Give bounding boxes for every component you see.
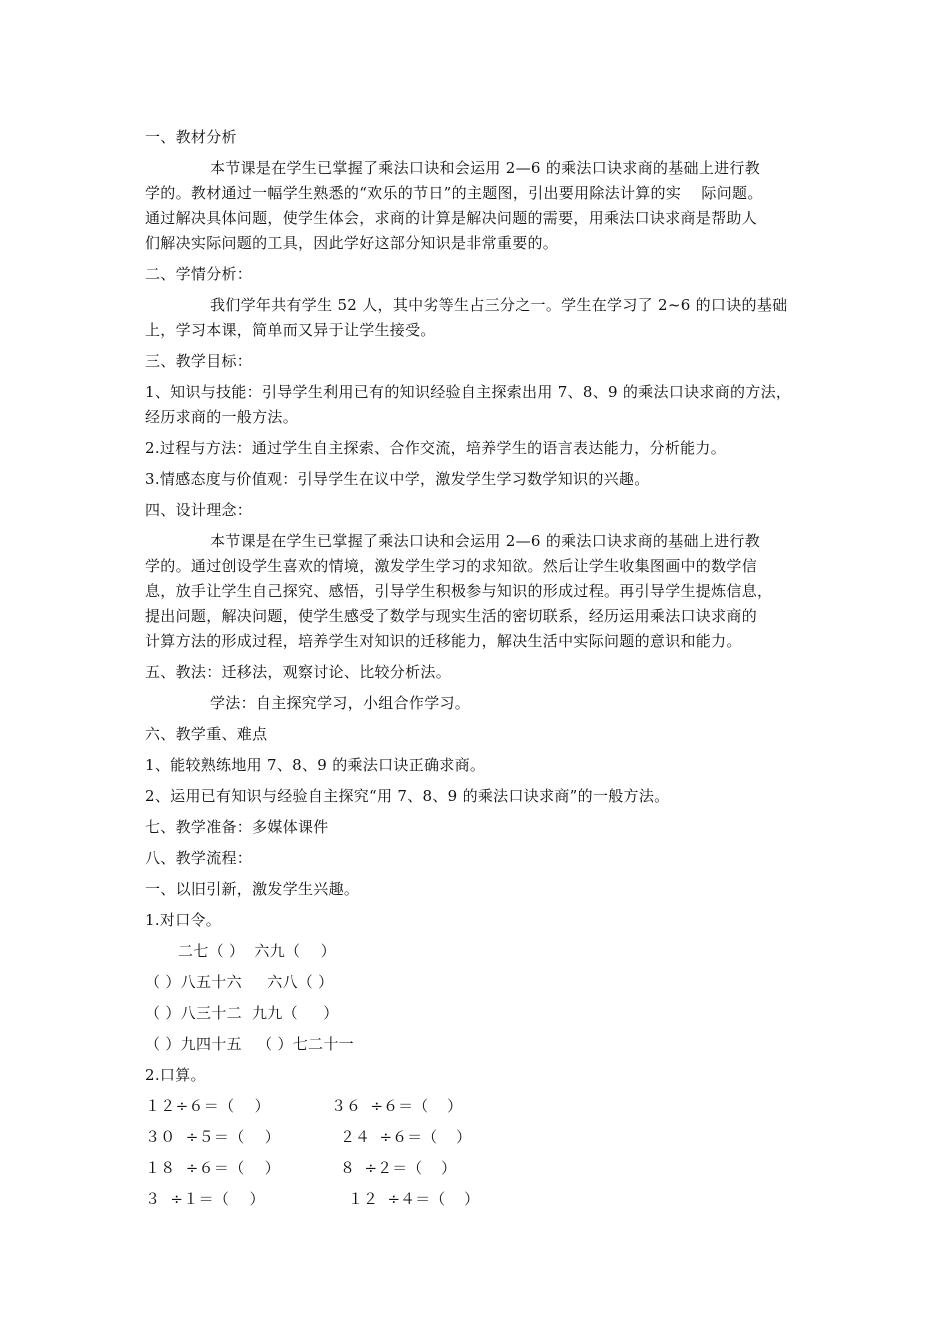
s6-item-1: 1、能较熟练地用 7、8、9 的乘法口诀正确求商。 bbox=[145, 756, 486, 774]
section-1-title: 一、教材分析 bbox=[145, 128, 237, 146]
s3-item-3: 3.情感态度与价值观：引导学生在议中学，激发学生学习数学知识的兴趣。 bbox=[145, 470, 650, 488]
section-2-title: 二、学情分析： bbox=[145, 265, 253, 283]
kousuan-4-right: １２ ÷４＝（ ） bbox=[348, 1190, 480, 1208]
s5-sub: 学法：自主探究学习，小组合作学习。 bbox=[210, 694, 471, 712]
kouling-line-2: （ ）八五十六 六八（ ） bbox=[145, 973, 334, 991]
s3-item-2: 2.过程与方法：通过学生自主探索、合作交流，培养学生的语言表达能力，分析能力。 bbox=[145, 439, 727, 457]
section-7-title: 七、教学准备：多媒体课件 bbox=[145, 818, 329, 836]
kousuan-1-left: １２÷６＝（ ） bbox=[145, 1097, 270, 1115]
s8-sub-2: 2.口算。 bbox=[145, 1066, 206, 1084]
kousuan-2-left: ３０ ÷５＝（ ） bbox=[145, 1128, 281, 1146]
s4-line-3: 息，放手让学生自己探究、感悟，引导学生积极参与知识的形成过程。再引导学生提炼信息， bbox=[145, 582, 773, 600]
s4-line-2: 学的。通过创设学生喜欢的情境，激发学生学习的求知欲。然后让学生收集图画中的数学信 bbox=[145, 557, 758, 575]
s1-line-1: 本节课是在学生已掌握了乘法口诀和会运用 2—6 的乘法口诀求商的基础上进行教 bbox=[210, 159, 761, 177]
kousuan-4-left: ３ ÷１＝（ ） bbox=[145, 1190, 265, 1208]
kouling-line-3: （ ）八三十二 九九（ ） bbox=[145, 1004, 339, 1022]
s3-item-1: 1、知识与技能：引导学生利用已有的知识经验自主探索出用 7、8、9 的乘法口诀求商的方法， bbox=[145, 383, 792, 401]
s1-line-3: 通过解决具体问题，使学生体会，求商的计算是解决问题的需要，用乘法口诀求商是帮助人 bbox=[145, 209, 758, 227]
s8-sub-1: 1.对口令。 bbox=[145, 911, 222, 929]
section-5-title: 五、教法：迁移法，观察讨论、比较分析法。 bbox=[145, 663, 452, 681]
s6-item-2: 2、运用已有知识与经验自主探究“用 7、8、9 的乘法口诀求商”的一般方法。 bbox=[145, 787, 670, 805]
s2-line-2: 上，学习本课，简单而又异于让学生接受。 bbox=[145, 321, 436, 339]
section-4-title: 四、设计理念： bbox=[145, 501, 253, 519]
s8-step-1: 一、以旧引新，激发学生兴趣。 bbox=[145, 880, 360, 898]
s3-item-1-cont: 经历求商的一般方法。 bbox=[145, 408, 299, 426]
kousuan-2-right: ２４ ÷６＝（ ） bbox=[340, 1128, 472, 1146]
kouling-line-4: （ ）九四十五 （ ）七二十一 bbox=[145, 1035, 354, 1053]
s2-line-1: 我们学年共有学生 52 人，其中劣等生占三分之一。学生在学习了 2~6 的口诀的基础 bbox=[210, 296, 788, 314]
section-8-title: 八、教学流程： bbox=[145, 849, 253, 867]
s1-line-4: 们解决实际问题的工具，因此学好这部分知识是非常重要的。 bbox=[145, 234, 559, 252]
section-3-title: 三、教学目标： bbox=[145, 352, 253, 370]
kousuan-1-right: ３６ ÷６＝（ ） bbox=[331, 1097, 463, 1115]
kousuan-3-right: ８ ÷２＝（ ） bbox=[340, 1159, 457, 1177]
kousuan-3-left: １８ ÷６＝（ ） bbox=[145, 1159, 281, 1177]
section-6-title: 六、教学重、难点 bbox=[145, 725, 268, 743]
s1-line-2: 学的。教材通过一幅学生熟悉的“欢乐的节日”的主题图，引出要用除法计算的实 际问题。 bbox=[145, 184, 763, 202]
s4-line-4: 提出问题，解决问题，使学生感受了数学与现实生活的密切联系，经历运用乘法口诀求商的 bbox=[145, 607, 758, 625]
s4-line-1: 本节课是在学生已掌握了乘法口诀和会运用 2—6 的乘法口诀求商的基础上进行教 bbox=[210, 532, 761, 550]
kouling-line-1: 二七（ ） 六九（ ） bbox=[178, 942, 336, 960]
s4-line-5: 计算方法的形成过程，培养学生对知识的迁移能力，解决生活中实际问题的意识和能力。 bbox=[145, 632, 742, 650]
